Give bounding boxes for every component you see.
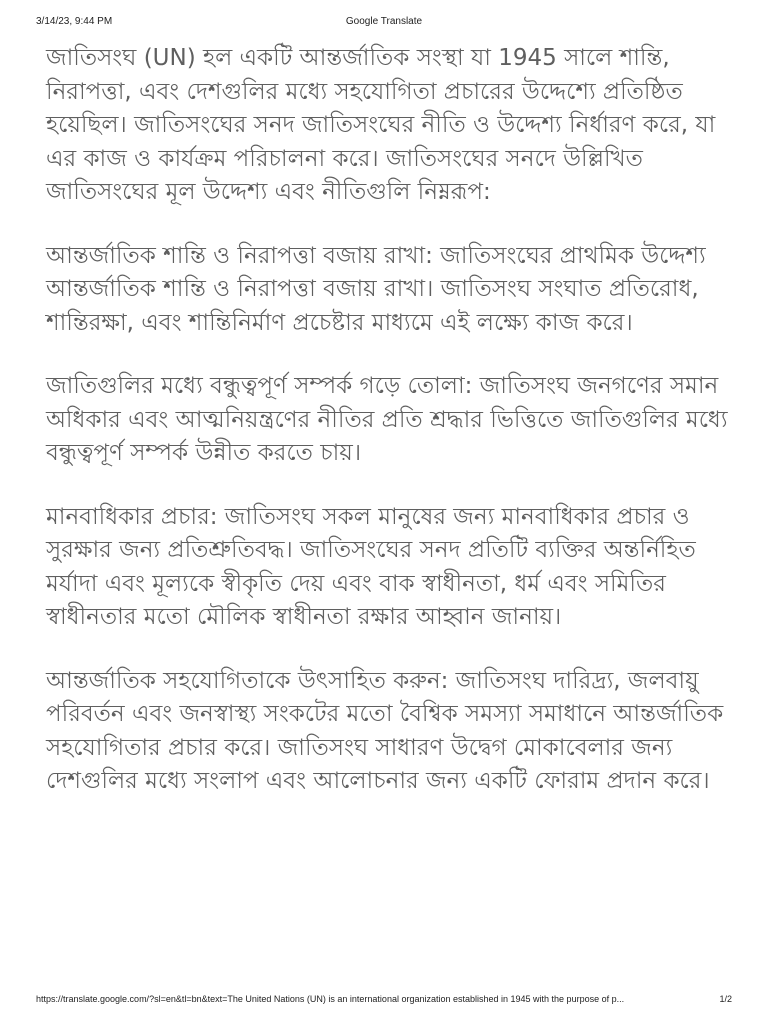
page-url: https://translate.google.com/?sl=en&tl=bn&text=The United Nations (UN) is an international organization established in 1945 with the purpose of p... — [36, 994, 625, 1004]
page-number: 1/2 — [719, 994, 732, 1004]
paragraph-human-rights: মানবাধিকার প্রচার: জাতিসংঘ সকল মানুষের জন্য মানবাধিকার প্রচার ও সুরক্ষার জন্য প্রতিশ্রুতিবদ্ধ। জাতিসংঘের সনদ প্রতিটি ব্যক্তির অন্তর্নিহিত মর্যাদা এবং মূল্যকে স্বীকৃতি দেয় এবং বাক স্বাধীনতা, ধর্ম এবং সমিতির স্বাধীনতার মতো মৌলিক স্বাধীনতা রক্ষার আহ্বান জানায়। — [46, 503, 696, 630]
paragraph-friendly-relations: জাতিগুলির মধ্যে বন্ধুত্বপূর্ণ সম্পর্ক গড়ে তোলা: জাতিসংঘ জনগণের সমান অধিকার এবং আত্মনিয়ন্ত্রণের নীতির প্রতি শ্রদ্ধার ভিত্তিতে জাতিগুলির মধ্যে বন্ধুত্বপূর্ণ সম্পর্ক উন্নীত করতে চায়। — [46, 373, 728, 466]
print-timestamp: 3/14/23, 9:44 PM — [36, 16, 113, 27]
print-footer — [36, 994, 732, 1008]
page-title: Google Translate — [345, 16, 423, 27]
print-header — [36, 16, 732, 30]
paragraph-peace-security: আন্তর্জাতিক শান্তি ও নিরাপত্তা বজায় রাখা: জাতিসংঘের প্রাথমিক উদ্দেশ্য আন্তর্জাতিক শান্তি ও নিরাপত্তা বজায় রাখা। জাতিসংঘ সংঘাত প্রতিরোধ, শান্তিরক্ষা, এবং শান্তিনির্মাণ প্রচেষ্টার মাধ্যমে এই লক্ষ্যে কাজ করে। — [46, 242, 706, 336]
translation-output — [46, 42, 736, 829]
paragraph-cooperation: আন্তর্জাতিক সহযোগিতাকে উৎসাহিত করুন: জাতিসংঘ দারিদ্র্য, জলবায়ু পরিবর্তন এবং জনস্বাস্থ্য সংকটের মতো বৈশ্বিক সমস্যা সমাধানে আন্তর্জাতিক সহযোগিতার প্রচার করে। জাতিসংঘ সাধারণ উদ্বেগ মোকাবেলার জন্য দেশগুলির মধ্যে সংলাপ এবং আলোচনার জন্য একটি ফোরাম প্রদান করে। — [46, 667, 724, 794]
paragraph-intro: জাতিসংঘ (UN) হল একটি আন্তর্জাতিক সংস্থা যা 1945 সালে শান্তি, নিরাপত্তা, এবং দেশগুলির মধ্যে সহযোগিতা প্রচারের উদ্দেশ্যে প্রতিষ্ঠিত হয়েছিল। জাতিসংঘের সনদ জাতিসংঘের নীতি ও উদ্দেশ্য নির্ধারণ করে, যা এর কাজ ও কার্যক্রম পরিচালনা করে। জাতিসংঘের সনদে উল্লিখিত জাতিসংঘের মূল উদ্দেশ্য এবং নীতিগুলি নিম্নরূপ: — [46, 45, 716, 205]
